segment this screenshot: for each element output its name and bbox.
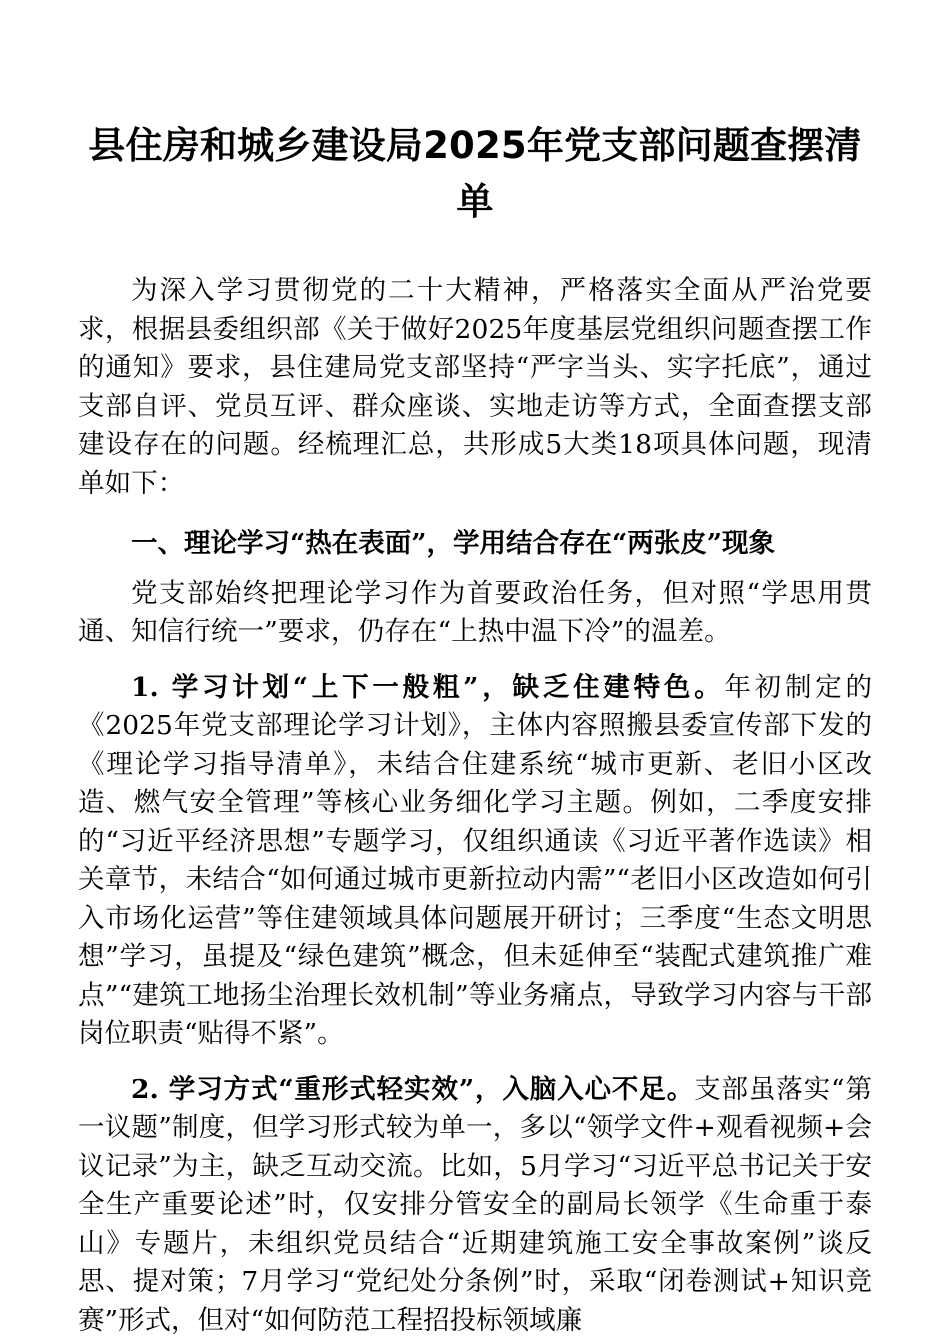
page-title: 县住房和城乡建设局2025年党支部问题查摆清单 [88, 124, 862, 224]
list-item-2 [78, 1071, 872, 1341]
section-heading-1: 一、理论学习“热在表面”，学用结合存在“两张皮”现象 [131, 528, 775, 560]
list-item-2-lead: 学习方式“重形式轻实效”，入脑入心不足。 [168, 1073, 695, 1105]
list-item-2-body: 支部虽落实“第一议题”制度，但学习形式较为单一，多以“领学文件+观看视频+会议记录”为主，缺乏互动交流。比如，5月学习“习近平总书记关于安全生产重要论述”时，仅安排分管安全的副局长领学《生命重于泰山》专题片，未组织党员结合“近期建筑施工安全事故案例”谈反思、提对策；7月学习“党纪处分条例”时，采取“闭卷测试+知识竞赛”形式，但对“如何防范工程招投标领域廉 [78, 1073, 872, 1336]
list-item-1-lead: 学习计划“上下一般粗”，缺乏住建特色。 [171, 671, 725, 703]
list-item-1-body: 年初制定的《2025年党支部理论学习计划》，主体内容照搬县委宣传部下发的《理论学习指导清单》，未结合住建系统“城市更新、老旧小区改造、燃气安全管理”等核心业务细化学习主题。例如，二季度安排的“习近平经济思想”专题学习，仅组织通读《习近平著作选读》相关章节，未结合“如何通过城市更新拉动内需”“老旧小区改造如何引入市场化运营”等住建领域具体问题展开研讨；三季度“生态文明思想”学习，虽提及“绿色建筑”概念，但未延伸至“装配式建筑推广难点”“建筑工地扬尘治理长效机制”等业务痛点，导致学习内容与干部岗位职责“贴得不紧”。 [78, 671, 873, 1050]
document-content [78, 0, 872, 1340]
intro-paragraph: 为深入学习贯彻党的二十大精神，严格落实全面从严治党要求，根据县委组织部《关于做好2025年度基层党组织问题查摆工作的通知》要求，县住建局党支部坚持“严字当头、实字托底”，通过支部自评、党员互评、群众座谈、实地走访等方式，全面查摆支部建设存在的问题。经梳理汇总，共形成5大类18项具体问题，现清单如下： [78, 275, 872, 499]
list-item-1 [78, 669, 872, 1054]
list-item-1-number: 1. [131, 671, 159, 703]
list-item-2-number: 2. [131, 1073, 159, 1105]
section-1-lead-paragraph: 党支部始终把理论学习作为首要政治任务，但对照“学思用贯通、知信行统一”要求，仍存在“上热中温下冷”的温差。 [78, 577, 872, 648]
